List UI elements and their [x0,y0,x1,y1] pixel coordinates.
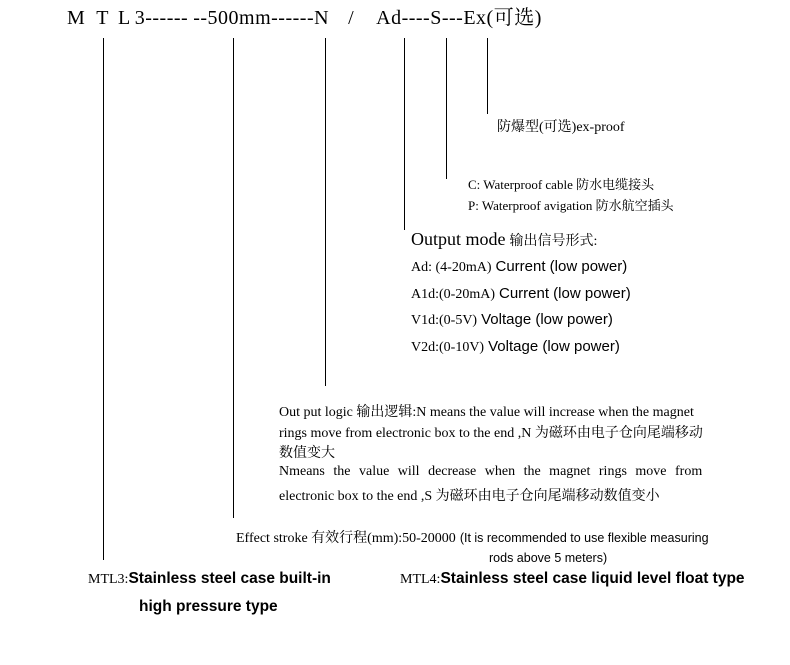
connector-c-label: C: Waterproof cable 防水电缆接头 [468,177,655,192]
code-slash: / [348,7,355,29]
effect-stroke [236,527,709,547]
output-mode-desc: Voltage (low power) [481,311,613,328]
output-mode-heading [411,229,597,250]
model-mtl3-desc: Stainless steel case built-in [128,570,331,587]
code-letter-m: M [67,7,86,29]
code-letter-l: L [118,7,131,29]
code-connector-s: S [430,7,442,29]
model-mtl3 [88,570,331,588]
code-logic-n: N [314,7,330,29]
leader-line-model [103,38,104,560]
model-mtl4-desc: Stainless steel case liquid level float type [440,570,745,587]
explosion-proof-label: 防爆型(可选)ex-proof [497,120,625,135]
connector-p-label: P: Waterproof avigation 防水航空插头 [468,198,674,213]
logic-line-2: rings move from electronic box to the end ,N 为磁环由电子仓向尾端移动 [279,426,703,441]
logic-line-1: Out put logic 输出逻辑:N means the value will increase when the magnet [279,405,694,420]
logic-line-4: Nmeans the value will decrease when the magnet rings move from [279,464,703,479]
code-stroke: --500mm------ [193,7,315,29]
output-mode-item [411,285,631,303]
model-mtl4-code: MTL4: [400,572,441,587]
output-mode-desc: Current (low power) [495,258,628,275]
leader-line-output [404,38,405,230]
code-output-ad: Ad [376,7,402,29]
effect-stroke-note-cont: rods above 5 meters) [489,551,608,565]
code-dash-3: --- [441,7,464,29]
code-digit-3: 3 [134,7,146,29]
output-mode-title-cn: 输出信号形式: [509,234,598,249]
model-mtl3-code: MTL3: [88,572,129,587]
output-mode-item [411,311,613,329]
output-mode-title: Output mode [411,229,506,249]
logic-line-3: 数值变大 [279,446,335,461]
output-mode-item [411,258,627,276]
code-dash-1: ------ [145,7,189,29]
leader-line-explosion [487,38,488,114]
output-mode-desc: Current (low power) [499,285,631,302]
leader-line-connector [446,38,447,179]
code-letter-t: T [96,7,110,29]
code-dash-2: ---- [401,7,431,29]
output-mode-code: V1d:(0-5V) [411,313,478,328]
effect-stroke-label: Effect stroke 有效行程(mm):50-20000 [236,531,456,546]
leader-line-logic [325,38,326,386]
logic-line-5: electronic box to the end ,S 为磁环由电子仓向尾端移动数值变小 [279,489,660,504]
model-mtl4 [400,570,745,588]
model-mtl3-desc-cont: high pressure type [139,598,278,615]
output-mode-desc: Voltage (low power) [488,338,620,355]
leader-line-stroke [233,38,234,518]
code-ex: Ex(可选) [463,7,542,29]
model-code-header [67,1,542,30]
output-mode-item [411,338,620,356]
output-mode-code: Ad: (4-20mA) [411,260,492,275]
output-mode-code: A1d:(0-20mA) [411,287,495,302]
output-mode-code: V2d:(0-10V) [411,340,485,355]
effect-stroke-note: (It is recommended to use flexible measuring [459,531,709,545]
